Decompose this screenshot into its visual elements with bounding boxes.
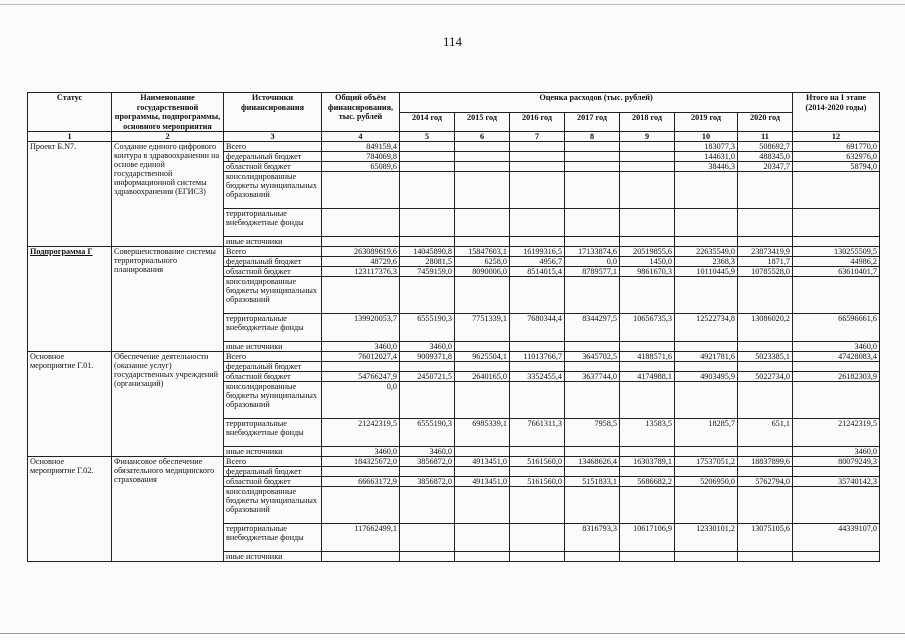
value-cell [455, 467, 510, 477]
value-cell: 22635549,0 [675, 247, 738, 257]
value-cell: 9009371,8 [400, 352, 455, 362]
value-cell: 6555190,3 [400, 314, 455, 342]
funding-source-cell: Всего [224, 247, 322, 257]
value-cell [793, 172, 880, 209]
value-cell: 35740142,3 [793, 477, 880, 487]
value-cell [510, 152, 565, 162]
value-cell: 9861670,3 [620, 267, 675, 277]
header-year: 2018 год [620, 112, 675, 132]
value-cell [455, 162, 510, 172]
value-cell [793, 209, 880, 237]
value-cell: 3352455,4 [510, 372, 565, 382]
page-number: 114 [442, 34, 463, 49]
funding-source-cell: федеральный бюджет [224, 152, 322, 162]
program-name-cell: Финансовое обеспечение обязательного медицинского страхования [112, 457, 224, 562]
value-cell [675, 382, 738, 419]
value-cell: 130255509,5 [793, 247, 880, 257]
value-cell: 123117376,3 [322, 267, 400, 277]
value-cell: 1871,7 [738, 257, 793, 267]
value-cell: 6555190,3 [400, 419, 455, 447]
value-cell: 5161560,0 [510, 457, 565, 467]
value-cell: 4188571,6 [620, 352, 675, 362]
value-cell [620, 237, 675, 247]
program-name-cell: Совершенствование системы территориального планирования [112, 247, 224, 352]
value-cell [510, 209, 565, 237]
value-cell [400, 237, 455, 247]
value-cell [565, 467, 620, 477]
value-cell [510, 447, 565, 457]
table-header [28, 93, 880, 142]
value-cell [565, 152, 620, 162]
column-number: 2 [112, 132, 224, 142]
value-cell [793, 382, 880, 419]
value-cell [793, 487, 880, 524]
value-cell [565, 382, 620, 419]
value-cell: 10656735,3 [620, 314, 675, 342]
value-cell [620, 382, 675, 419]
value-cell [620, 142, 675, 152]
value-cell: 5151833,1 [565, 477, 620, 487]
value-cell: 13086020,2 [738, 314, 793, 342]
value-cell: 44986,2 [793, 257, 880, 267]
value-cell: 6985339,1 [455, 419, 510, 447]
value-cell: 632976,0 [793, 152, 880, 162]
funding-source-cell: областной бюджет [224, 267, 322, 277]
table-row [28, 352, 880, 362]
value-cell [455, 209, 510, 237]
value-cell: 0,0 [322, 382, 400, 419]
value-cell [400, 209, 455, 237]
funding-source-cell: консолидированные бюджеты муниципальных образований [224, 277, 322, 314]
value-cell [510, 172, 565, 209]
header-name: Наименование государственной программы, подпрограммы, основного мероприятия [112, 93, 224, 132]
value-cell [455, 152, 510, 162]
value-cell: 48729,6 [322, 257, 400, 267]
value-cell [322, 552, 400, 562]
value-cell [565, 277, 620, 314]
value-cell [510, 524, 565, 552]
value-cell: 17133874,6 [565, 247, 620, 257]
value-cell: 2368,3 [675, 257, 738, 267]
value-cell [400, 524, 455, 552]
value-cell [620, 552, 675, 562]
table-body [28, 142, 880, 562]
funding-source-cell: территориальные внебюджетные фонды [224, 314, 322, 342]
funding-source-cell: федеральный бюджет [224, 467, 322, 477]
value-cell [738, 467, 793, 477]
value-cell [400, 172, 455, 209]
value-cell [455, 237, 510, 247]
header-estimate: Оценка расходов (тыс. рублей) [400, 93, 793, 113]
value-cell: 4913451,0 [455, 477, 510, 487]
funding-source-cell: областной бюджет [224, 477, 322, 487]
value-cell: 508692,7 [738, 142, 793, 152]
value-cell: 4174988,1 [620, 372, 675, 382]
value-cell [793, 552, 880, 562]
funding-source-cell: консолидированные бюджеты муниципальных образований [224, 487, 322, 524]
value-cell: 5022734,0 [738, 372, 793, 382]
value-cell: 144631,0 [675, 152, 738, 162]
funding-source-cell: Всего [224, 457, 322, 467]
value-cell: 4956,7 [510, 257, 565, 267]
value-cell [400, 142, 455, 152]
value-cell: 3856872,0 [400, 477, 455, 487]
value-cell: 16303789,1 [620, 457, 675, 467]
value-cell [675, 342, 738, 352]
value-cell: 5762794,0 [738, 477, 793, 487]
value-cell [565, 172, 620, 209]
value-cell: 10110445,9 [675, 267, 738, 277]
value-cell: 691770,0 [793, 142, 880, 152]
value-cell [793, 467, 880, 477]
value-cell: 184325672,0 [322, 457, 400, 467]
funding-source-cell: федеральный бюджет [224, 362, 322, 372]
value-cell [455, 487, 510, 524]
value-cell [400, 362, 455, 372]
value-cell [455, 362, 510, 372]
value-cell [510, 342, 565, 352]
value-cell [793, 237, 880, 247]
value-cell: 20519855,6 [620, 247, 675, 257]
header-year: 2014 год [400, 112, 455, 132]
column-number: 5 [400, 132, 455, 142]
value-cell: 10785528,0 [738, 267, 793, 277]
funding-source-cell: иные источники [224, 552, 322, 562]
value-cell: 9625504,1 [455, 352, 510, 362]
value-cell [738, 382, 793, 419]
value-cell: 2450721,5 [400, 372, 455, 382]
table-row [28, 247, 880, 257]
value-cell: 3460,0 [400, 342, 455, 352]
value-cell: 20347,7 [738, 162, 793, 172]
table-row [28, 142, 880, 152]
value-cell [400, 162, 455, 172]
value-cell: 7680344,4 [510, 314, 565, 342]
value-cell: 13075105,6 [738, 524, 793, 552]
value-cell [675, 172, 738, 209]
value-cell [565, 552, 620, 562]
value-cell: 0,0 [565, 257, 620, 267]
header-status: Статус [28, 93, 112, 132]
value-cell [455, 552, 510, 562]
funding-source-cell: территориальные внебюджетные фонды [224, 209, 322, 237]
column-number: 4 [322, 132, 400, 142]
value-cell: 8316793,3 [565, 524, 620, 552]
value-cell [620, 342, 675, 352]
value-cell: 263089619,6 [322, 247, 400, 257]
value-cell: 3460,0 [400, 447, 455, 457]
header-year: 2016 год [510, 112, 565, 132]
status-cell: Основное мероприятие Г.02. [28, 457, 112, 562]
value-cell: 66663172,9 [322, 477, 400, 487]
value-cell: 5686682,2 [620, 477, 675, 487]
value-cell: 8514015,4 [510, 267, 565, 277]
value-cell: 15847603,1 [455, 247, 510, 257]
value-cell [510, 362, 565, 372]
value-cell [675, 362, 738, 372]
funding-source-cell: консолидированные бюджеты муниципальных образований [224, 382, 322, 419]
value-cell [322, 237, 400, 247]
value-cell: 849159,4 [322, 142, 400, 152]
funding-source-cell: консолидированные бюджеты муниципальных образований [224, 172, 322, 209]
funding-source-cell: иные источники [224, 447, 322, 457]
value-cell: 651,1 [738, 419, 793, 447]
program-name-cell: Создание единого цифрового контура в здравоохранении на основе единой государственной информационной системы здравоохранения (ЕГИСЗ) [112, 142, 224, 247]
column-number: 8 [565, 132, 620, 142]
value-cell: 3460,0 [322, 447, 400, 457]
value-cell: 183077,3 [675, 142, 738, 152]
value-cell [675, 487, 738, 524]
value-cell [738, 487, 793, 524]
value-cell: 12522734,8 [675, 314, 738, 342]
value-cell: 784069,8 [322, 152, 400, 162]
status-cell: Основное мероприятие Г.01. [28, 352, 112, 457]
value-cell [565, 142, 620, 152]
funding-source-cell: Всего [224, 142, 322, 152]
column-number: 11 [738, 132, 793, 142]
value-cell [510, 467, 565, 477]
value-cell [565, 209, 620, 237]
value-cell [675, 552, 738, 562]
value-cell [322, 362, 400, 372]
value-cell: 23873419,9 [738, 247, 793, 257]
value-cell: 4913451,0 [455, 457, 510, 467]
value-cell [620, 209, 675, 237]
value-cell: 26182303,9 [793, 372, 880, 382]
value-cell: 4921781,6 [675, 352, 738, 362]
value-cell [738, 209, 793, 237]
value-cell [620, 162, 675, 172]
value-cell [510, 142, 565, 152]
value-cell [738, 342, 793, 352]
value-cell: 12330101,2 [675, 524, 738, 552]
value-cell: 18285,7 [675, 419, 738, 447]
value-cell: 8090006,0 [455, 267, 510, 277]
value-cell [510, 552, 565, 562]
value-cell [675, 237, 738, 247]
value-cell [738, 447, 793, 457]
value-cell [400, 467, 455, 477]
value-cell [620, 487, 675, 524]
page-top-edge [0, 0, 905, 5]
value-cell [793, 277, 880, 314]
value-cell [738, 172, 793, 209]
value-cell [510, 162, 565, 172]
value-cell: 18837899,6 [738, 457, 793, 467]
value-cell: 3645702,5 [565, 352, 620, 362]
value-cell [620, 362, 675, 372]
value-cell: 14045890,8 [400, 247, 455, 257]
value-cell [455, 277, 510, 314]
column-number: 9 [620, 132, 675, 142]
value-cell: 8344297,5 [565, 314, 620, 342]
value-cell: 54766247,9 [322, 372, 400, 382]
value-cell [793, 362, 880, 372]
value-cell [738, 362, 793, 372]
value-cell [738, 277, 793, 314]
value-cell [620, 152, 675, 162]
value-cell [510, 237, 565, 247]
value-cell [565, 162, 620, 172]
column-number: 10 [675, 132, 738, 142]
value-cell: 3637744,0 [565, 372, 620, 382]
value-cell [675, 209, 738, 237]
value-cell: 5023385,1 [738, 352, 793, 362]
value-cell: 5161560,0 [510, 477, 565, 487]
value-cell [565, 342, 620, 352]
value-cell: 4903495,9 [675, 372, 738, 382]
value-cell: 5206950,0 [675, 477, 738, 487]
value-cell [620, 172, 675, 209]
header-sources: Источники финансирования [224, 93, 322, 132]
value-cell: 63610401,7 [793, 267, 880, 277]
column-number: 12 [793, 132, 880, 142]
value-cell [400, 277, 455, 314]
table-row [28, 457, 880, 467]
value-cell: 7751339,1 [455, 314, 510, 342]
value-cell [620, 447, 675, 457]
value-cell: 117662499,1 [322, 524, 400, 552]
header-total: Общий объём финансирования, тыс. рублей [322, 93, 400, 132]
value-cell [455, 342, 510, 352]
header-year: 2020 год [738, 112, 793, 132]
value-cell [565, 487, 620, 524]
value-cell: 8789577,1 [565, 267, 620, 277]
value-cell [510, 487, 565, 524]
column-number: 7 [510, 132, 565, 142]
value-cell: 6258,0 [455, 257, 510, 267]
value-cell [565, 237, 620, 247]
budget-table [27, 92, 880, 562]
funding-source-cell: территориальные внебюджетные фонды [224, 419, 322, 447]
value-cell [322, 487, 400, 524]
value-cell: 11013766,7 [510, 352, 565, 362]
value-cell [455, 172, 510, 209]
value-cell: 47428083,4 [793, 352, 880, 362]
value-cell: 17537051,2 [675, 457, 738, 467]
value-cell: 58794,0 [793, 162, 880, 172]
value-cell [675, 447, 738, 457]
value-cell [565, 362, 620, 372]
status-cell: Проект Б.N7. [28, 142, 112, 247]
value-cell: 28081,5 [400, 257, 455, 267]
status-cell: Подпрограмма Г [28, 247, 112, 352]
funding-source-cell: федеральный бюджет [224, 257, 322, 267]
value-cell [620, 467, 675, 477]
value-cell: 66596661,6 [793, 314, 880, 342]
value-cell: 3460,0 [793, 342, 880, 352]
value-cell [455, 524, 510, 552]
value-cell [620, 277, 675, 314]
value-cell: 7459159,0 [400, 267, 455, 277]
value-cell: 16199316,5 [510, 247, 565, 257]
funding-source-cell: Всего [224, 352, 322, 362]
header-year: 2017 год [565, 112, 620, 132]
funding-source-cell: областной бюджет [224, 162, 322, 172]
value-cell [565, 447, 620, 457]
column-number: 1 [28, 132, 112, 142]
value-cell: 10617106,9 [620, 524, 675, 552]
header-stage-total: Итого на I этапе (2014-2020 годы) [793, 93, 880, 132]
value-cell [510, 277, 565, 314]
funding-source-cell: территориальные внебюджетные фонды [224, 524, 322, 552]
value-cell: 44339107,0 [793, 524, 880, 552]
value-cell [400, 487, 455, 524]
value-cell: 21242319,5 [322, 419, 400, 447]
value-cell: 13468626,4 [565, 457, 620, 467]
value-cell: 3460,0 [322, 342, 400, 352]
value-cell [400, 152, 455, 162]
value-cell: 2640165,0 [455, 372, 510, 382]
value-cell: 80079249,3 [793, 457, 880, 467]
value-cell: 13583,5 [620, 419, 675, 447]
value-cell [738, 237, 793, 247]
column-number: 3 [224, 132, 322, 142]
value-cell [400, 552, 455, 562]
value-cell [322, 172, 400, 209]
value-cell [322, 209, 400, 237]
value-cell [455, 447, 510, 457]
funding-source-cell: иные источники [224, 342, 322, 352]
value-cell: 3460,0 [793, 447, 880, 457]
value-cell: 21242319,5 [793, 419, 880, 447]
value-cell [322, 277, 400, 314]
value-cell: 139920053,7 [322, 314, 400, 342]
header-year: 2019 год [675, 112, 738, 132]
value-cell: 1450,0 [620, 257, 675, 267]
value-cell [322, 467, 400, 477]
value-cell [510, 382, 565, 419]
value-cell [738, 552, 793, 562]
value-cell [400, 382, 455, 419]
value-cell: 65089,6 [322, 162, 400, 172]
value-cell [455, 142, 510, 152]
value-cell: 7661311,3 [510, 419, 565, 447]
value-cell: 3856872,0 [400, 457, 455, 467]
value-cell [675, 277, 738, 314]
funding-source-cell: областной бюджет [224, 372, 322, 382]
program-name-cell: Обеспечение деятельности (оказание услуг) государственных учреждений (организаций) [112, 352, 224, 457]
funding-source-cell: иные источники [224, 237, 322, 247]
value-cell [675, 467, 738, 477]
value-cell: 7958,5 [565, 419, 620, 447]
value-cell: 38446,3 [675, 162, 738, 172]
column-number: 6 [455, 132, 510, 142]
value-cell: 76012027,4 [322, 352, 400, 362]
header-year: 2015 год [455, 112, 510, 132]
page-bottom-edge [0, 633, 905, 636]
value-cell: 488345,0 [738, 152, 793, 162]
value-cell [455, 382, 510, 419]
column-numbers-row [28, 132, 880, 142]
